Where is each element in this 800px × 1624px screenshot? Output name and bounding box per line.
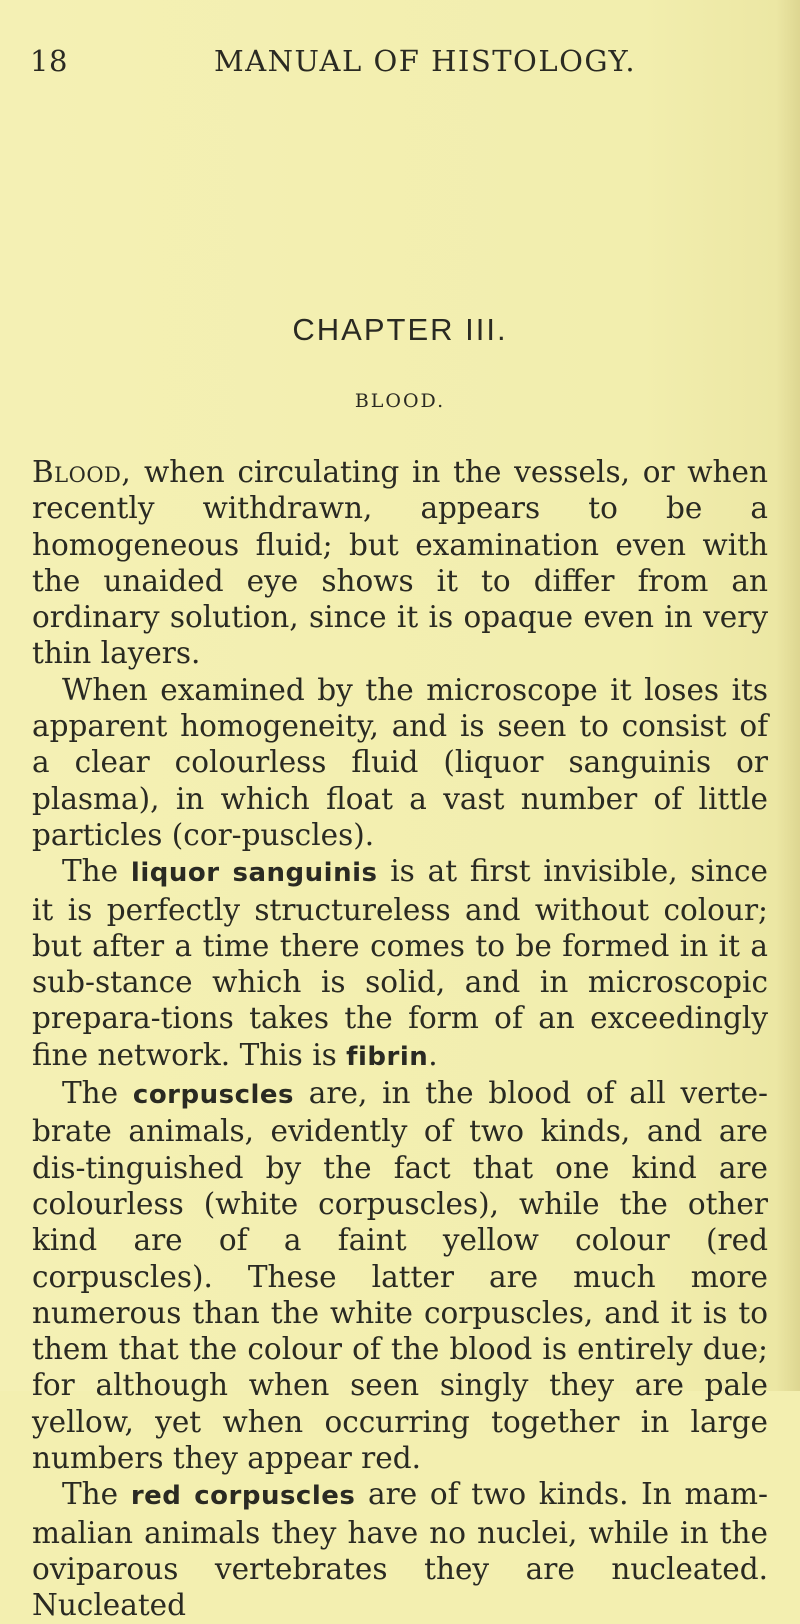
term-corpuscles: corpuscles: [132, 1080, 295, 1111]
term-liquor-sanguinis: liquor sanguinis: [130, 858, 378, 889]
section-title: BLOOD.: [354, 390, 446, 412]
paragraph-2: [32, 672, 768, 853]
page-number: 18: [30, 44, 68, 78]
paragraph-4: [32, 1075, 768, 1476]
running-title: MANUAL OF HISTOLOGY.: [214, 44, 637, 78]
paragraph-text: when circulating in the vessels, or when recently withdrawn, appears to be a homogeneous fluid; but examination even with the unaided eye shows it to differ from an ordinary solution, since it is opaque even in very thin layers.: [32, 455, 768, 671]
term-fibrin: fibrin: [346, 1041, 429, 1072]
paragraph-1: [32, 454, 768, 672]
paragraph-text: are of two kinds. In mam-malian animals they have no nuclei, while in the oviparous vertebrates they are nucleated. Nucleated: [32, 1477, 768, 1623]
chapter-title: CHAPTER III.: [292, 312, 508, 347]
term-red-corpuscles: red corpuscles: [130, 1481, 356, 1512]
paragraph-3: [32, 853, 768, 1075]
paragraph-prefix: The: [62, 854, 131, 889]
paragraph-prefix: The: [62, 1076, 133, 1111]
paragraph-text: are, in the blood of all verte-brate animals, evidently of two kinds, and are dis-tinguished by the fact that one kind are colourless (white corpuscles), while the other kind are of a faint yellow colour (red corpuscles). These latter are much more numerous than the white corpuscles, and it is to them that the colour of the blood is entirely due; for although when seen singly they are pale yellow, yet when occurring together in large numbers they appear red.: [32, 1076, 769, 1476]
body-text: [32, 454, 768, 1624]
paragraph-suffix: .: [428, 1037, 438, 1072]
paragraph-prefix: The: [62, 1477, 131, 1512]
lead-word: Blood,: [32, 455, 132, 489]
page-header: [0, 44, 800, 84]
paragraph-text: is at first invisible, since it is perfectly structureless and without colour; but after a time there comes to be formed in it a sub-stance which is solid, and in microscopic prepara-tions takes the form of an exceedingly fine network. This is: [32, 854, 768, 1072]
paragraph-5: [32, 1476, 768, 1623]
paragraph-text: When examined by the microscope it loses its apparent homogeneity, and is seen to consist of a clear colourless fluid (liquor sanguinis or plasma), in which float a vast number of little particles (cor-puscles).: [32, 672, 768, 852]
